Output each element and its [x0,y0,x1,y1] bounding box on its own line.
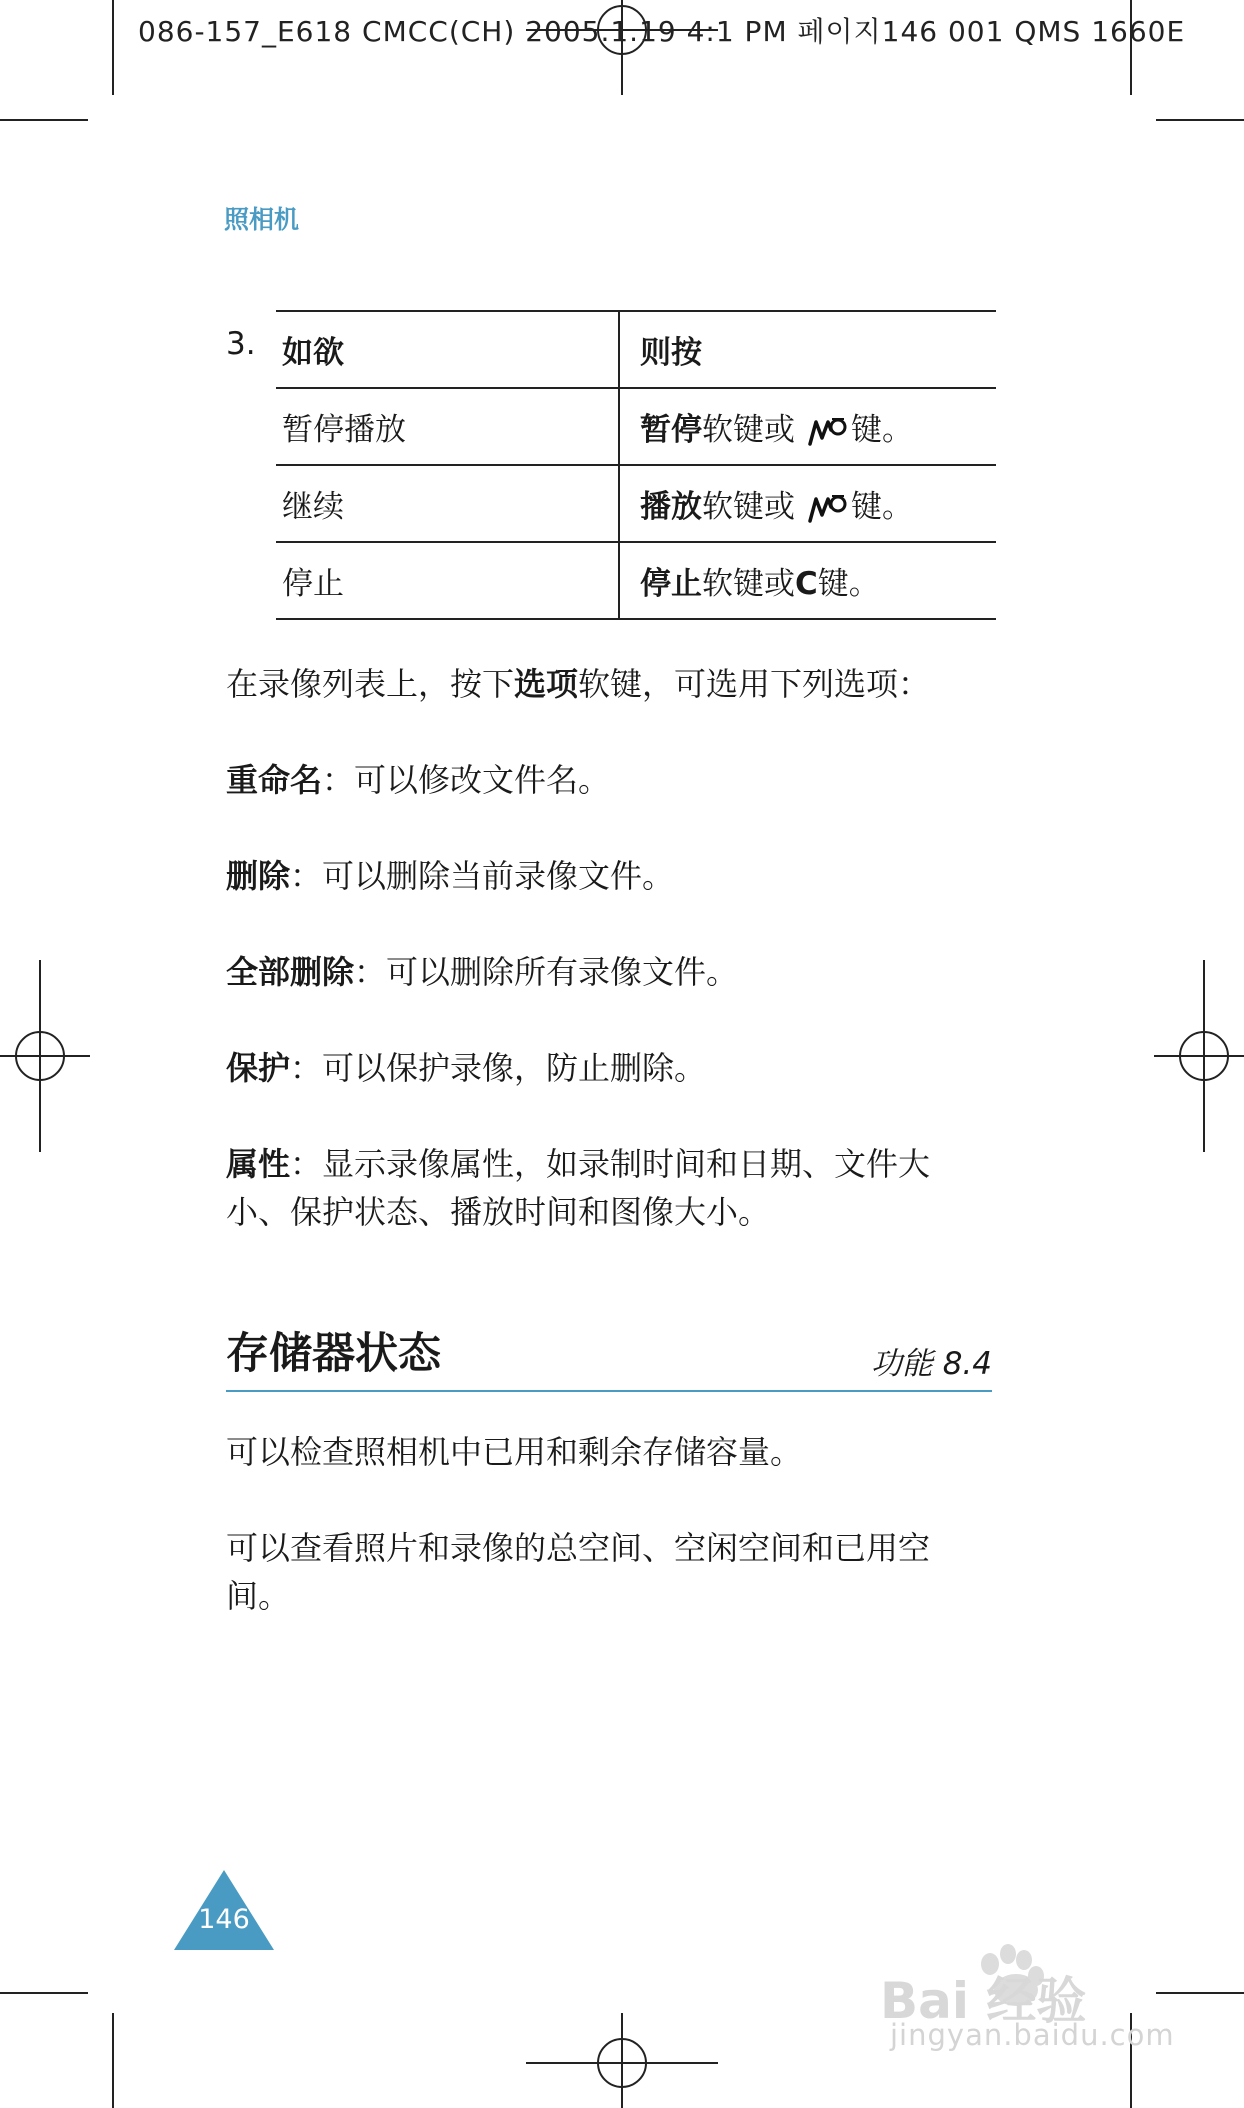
page-number: 146 [198,1904,250,1935]
section-paragraph: 可以查看照片和录像的总空间、空闲空间和已用空间。 [226,1529,931,1615]
key-text: 软键或 [702,412,795,448]
table-header-cell: 则按 [619,311,996,388]
intro-text [226,660,996,708]
key-text: 键。 [851,412,913,448]
option-desc: ：可以删除所有录像文件。 [354,953,739,991]
table-cell-action: 停止 [276,542,619,619]
intro-prefix: 在录像列表上，按下 [226,665,515,703]
c-key-label: C [795,566,818,602]
function-reference: 功能 8.4 [870,1346,992,1382]
table-row [276,465,996,542]
key-table [276,310,996,620]
option-term: 属性 [226,1145,291,1183]
registration-mark-left [0,960,90,1152]
key-text: 软键或 [702,566,795,602]
crop-mark [112,2013,114,2108]
option-term: 全部删除 [226,953,355,991]
option-item-protect [226,1044,996,1092]
option-desc: ：可以删除当前录像文件。 [290,857,675,895]
softkey-label: 暂停 [640,412,702,448]
options-softkey-label: 选项 [514,665,579,703]
option-item-properties [226,1140,976,1236]
crop-mark [112,0,114,95]
key-text: 键。 [851,489,913,525]
option-desc: ：显示录像属性，如录制时间和日期、文件大小、保护状态、播放时间和图像大小。 [226,1145,931,1231]
section-heading-row [226,1320,992,1392]
key-text: 键。 [817,566,880,602]
option-term: 删除 [226,857,291,895]
step-number: 3. [226,326,256,362]
key-text: 软键或 [702,489,795,525]
option-term: 重命名 [226,761,323,799]
table-header-row [276,311,996,388]
table-cell-key [619,388,996,465]
section-title: 存储器状态 [226,1329,441,1379]
section-paragraph: 可以检查照相机中已用和剩余存储容量。 [226,1433,803,1471]
option-desc: ：可以保护录像，防止删除。 [290,1049,707,1087]
watermark-brand-text: Bai 经验 [880,1972,1087,2030]
navigation-key-icon [807,493,847,525]
registration-mark-right [1154,960,1244,1152]
table-row [276,388,996,465]
softkey-label: 停止 [640,566,702,602]
option-item-delete [226,852,996,900]
table-cell-action: 继续 [276,465,619,542]
intro-suffix: 软键，可选用下列选项： [578,665,931,703]
option-desc: ：可以修改文件名。 [322,761,611,799]
watermark-url: jingyan.baidu.com [890,2018,1175,2052]
navigation-key-icon [807,416,847,448]
print-header: 086-157_E618 CMCC(CH) 2005.1.19 4:1 PM 페이지146 001 QMS 1660E [138,15,1186,48]
table-cell-key [619,465,996,542]
table-row [276,542,996,619]
option-item-delete-all [226,948,996,996]
table-cell-key [619,542,996,619]
crop-mark [0,119,88,121]
crop-mark [0,1992,88,1994]
table-cell-action: 暂停播放 [276,388,619,465]
option-item-rename [226,756,996,804]
section-label: 照相机 [224,205,300,234]
option-term: 保护 [226,1049,291,1087]
crop-mark [1156,119,1244,121]
softkey-label: 播放 [640,489,702,525]
registration-mark-bottom [526,2013,718,2108]
table-header-cell: 如欲 [276,311,619,388]
